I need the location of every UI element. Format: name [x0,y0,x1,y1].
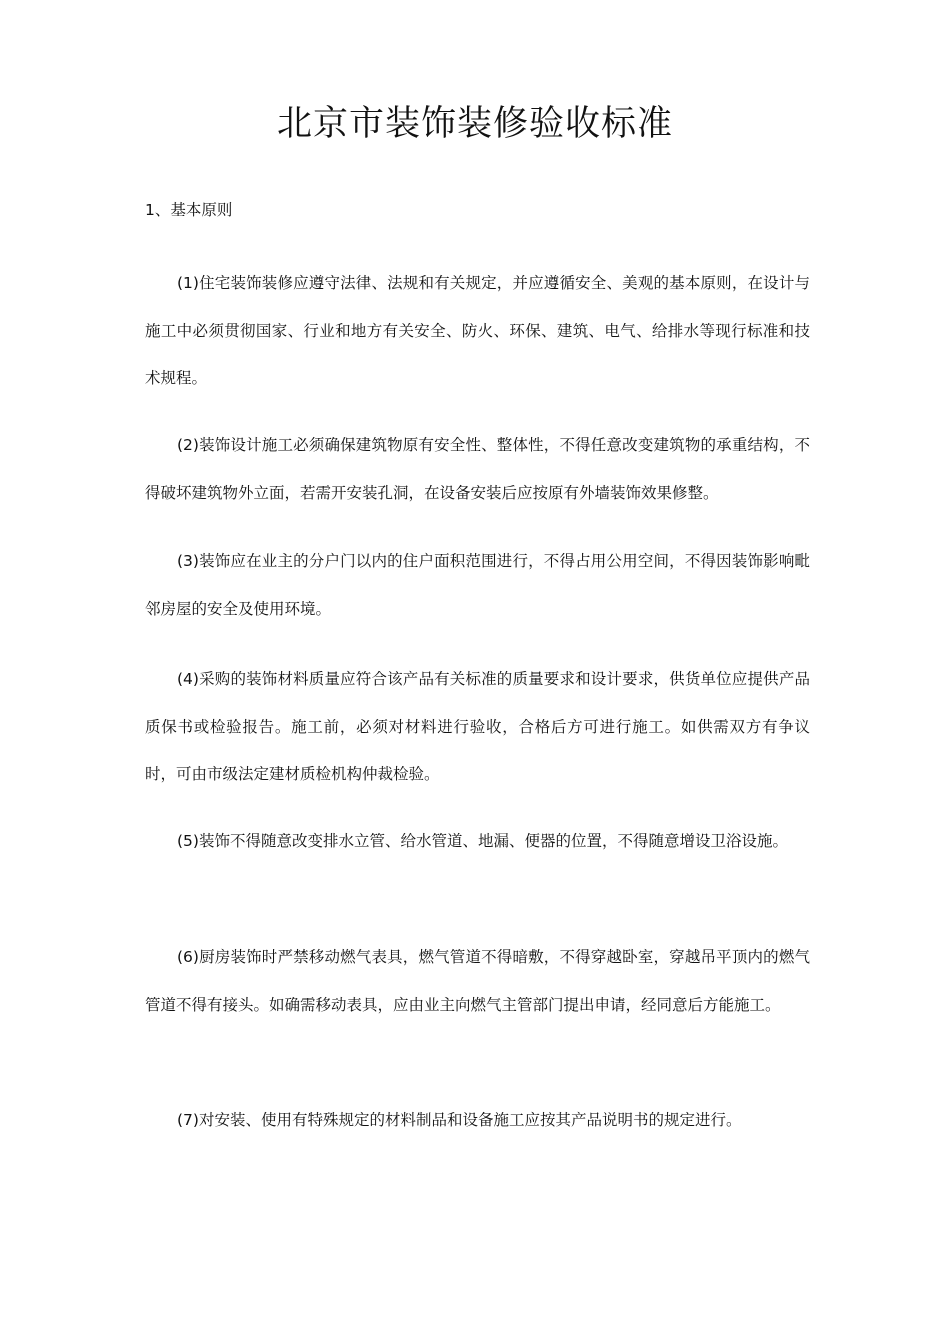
paragraph-6: (6)厨房装饰时严禁移动燃气表具，燃气管道不得暗敷，不得穿越卧室，穿越吊平顶内的燃气管道不得有接头。如确需移动表具，应由业主向燃气主管部门提出申请，经同意后方能施工。 [145,948,810,1014]
paragraph-3: (3)装饰应在业主的分户门以内的住户面积范围进行，不得占用公用空间，不得因装饰影响毗邻房屋的安全及使用环境。 [145,552,810,618]
paragraph-4: (4)采购的装饰材料质量应符合该产品有关标准的质量要求和设计要求，供货单位应提供产品质保书或检验报告。施工前，必须对材料进行验收，合格后方可进行施工。如供需双方有争议时，可由市级法定建材质检机构仲裁检验。 [145,670,810,783]
paragraph-5: (5)装饰不得随意改变排水立管、给水管道、地漏、便器的位置，不得随意增设卫浴设施。 [177,832,788,850]
paragraph-2: (2)装饰设计施工必须确保建筑物原有安全性、整体性，不得任意改变建筑物的承重结构，不得破坏建筑物外立面，若需开安装孔洞，在设备安装后应按原有外墙装饰效果修整。 [145,436,810,502]
paragraph-1: (1)住宅装饰装修应遵守法律、法规和有关规定，并应遵循安全、美观的基本原则，在设计与施工中必须贯彻国家、行业和地方有关安全、防火、环保、建筑、电气、给排水等现行标准和技术规程。 [145,274,810,387]
page-title: 北京市装饰装修验收标准 [276,104,673,144]
section-heading: 1、基本原则 [145,201,233,219]
paragraph-7: (7)对安装、使用有特殊规定的材料制品和设备施工应按其产品说明书的规定进行。 [177,1111,742,1129]
